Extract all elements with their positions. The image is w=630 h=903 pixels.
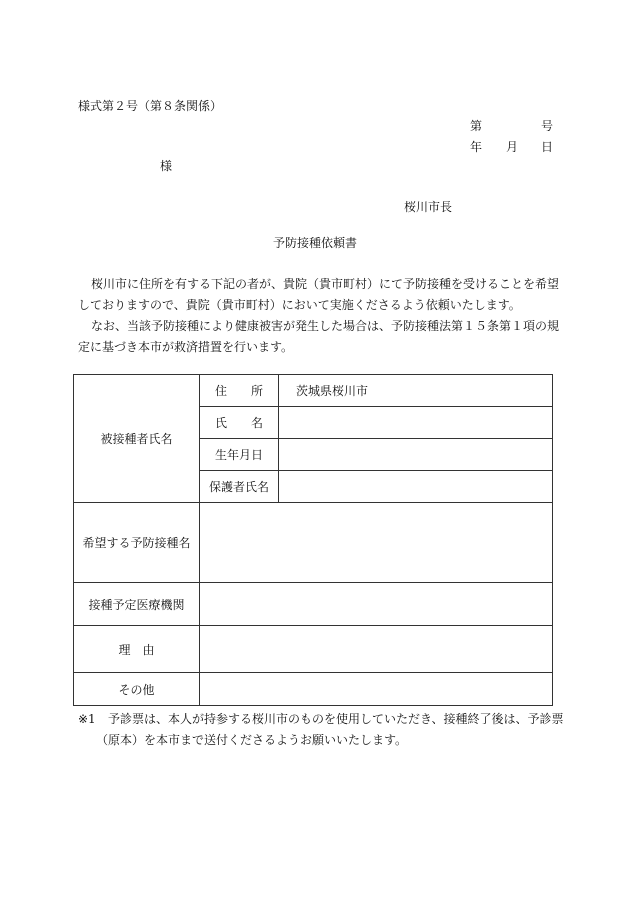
vaccine-label: 希望する予防接種名 [82,536,191,550]
addressee-honorific: 様 [160,159,173,173]
address-label: 住 所 [214,384,263,398]
facility-field[interactable] [200,583,553,625]
name-field[interactable] [279,407,553,438]
birthdate-field[interactable] [279,439,553,470]
vaccine-field[interactable] [200,503,553,582]
guardian-label: 保護者氏名 [208,480,269,494]
sender-name: 桜川市長 [404,200,453,214]
date-day: 日 [541,140,554,154]
other-field[interactable] [200,673,553,706]
facility-label: 接種予定医療機関 [88,597,185,612]
reason-label: 理 由 [118,642,155,657]
body-paragraph-1-line-2: しておりますので、貴院（貴市町村）において実施くださるよう依頼いたします。 [78,298,521,312]
date-month: 月 [506,140,519,154]
recipient-label: 被接種者氏名 [100,432,173,446]
issue-number-suffix: 号 [541,119,554,133]
birthdate-label: 生年月日 [214,448,263,462]
body-paragraph-2-line-2: 定に基づき本市が救済措置を行います。 [78,340,294,354]
footnote-line-1: 予診票は、本人が持参する桜川市のものを使用していただき、接種終了後は、予診票 [108,712,564,726]
footnote-line-2: （原本）を本市まで送付くださるようお願いいたします。 [96,733,408,747]
request-form-table [73,374,553,706]
name-label: 氏 名 [214,416,263,430]
address-value: 茨城県桜川市 [296,384,369,398]
reason-field[interactable] [200,626,553,672]
document-title: 予防接種依頼書 [272,236,357,250]
form-number: 様式第２号（第８条関係） [78,99,223,113]
footnote-mark: ※1 [78,712,96,726]
body-paragraph-2-line-1: なお、当該予防接種により健康被害が発生した場合は、予防接種法第１５条第１項の規 [91,319,560,333]
guardian-field[interactable] [279,471,553,502]
body-paragraph-1-line-1: 桜川市に住所を有する下記の者が、貴院（貴市町村）にて予防接種を受けることを希望 [91,277,560,291]
issue-number-prefix: 第 [470,119,483,133]
date-year: 年 [470,140,483,154]
other-label: その他 [118,683,155,697]
